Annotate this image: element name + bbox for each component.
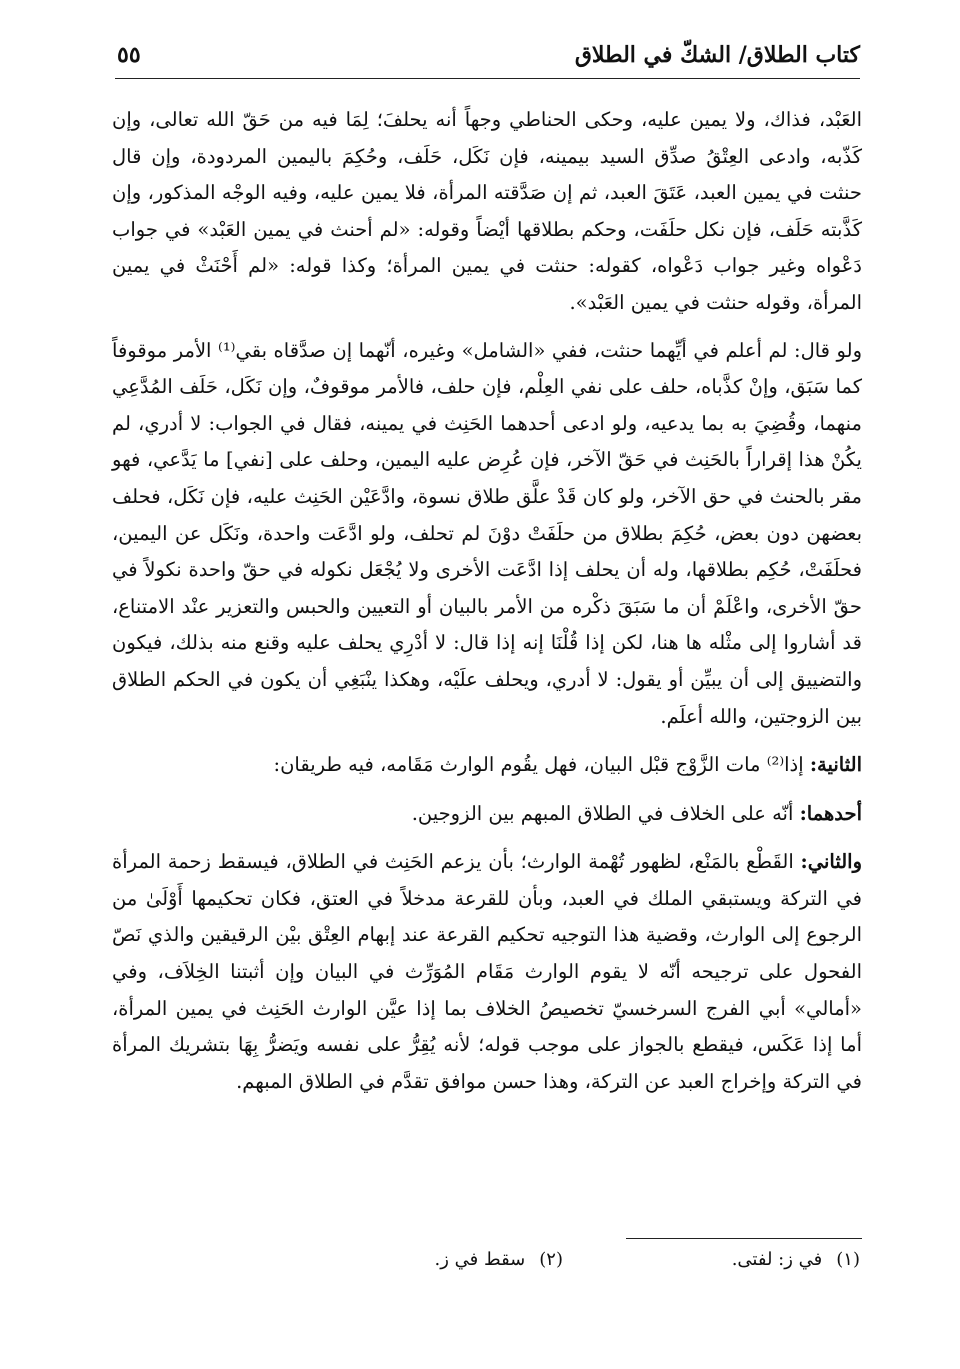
paragraph-4	[112, 796, 862, 833]
footnote-2-number: (٢)	[539, 1249, 563, 1270]
footnote-2	[435, 1249, 563, 1270]
footnote-separator	[626, 1238, 862, 1239]
footnote-1-number: (١)	[836, 1249, 860, 1270]
running-header	[115, 38, 860, 79]
paragraph-5-text: القَطْع بالمَنْع، لظهور تُهْمة الوارث؛ بأن يزعم الحَنِث في الطلاق، فيسقط زحمة المرأة في التركة ويستبقي الملك في العبد، وبأن للقرعة مدخلاً في العتق، فكان تحكيمها أَوْلَىٰ من الرجوع إلى الوارث، وقضية هذا التوجيه تحكيم القرعة عند إبهام العِتْق بيْن الرقيقين والذي نَصّ الفحول على ترجيحه أنّه لا يقوم الوارث مَقَام المُوَرِّث في البيان وإن أثبتنا الخِلاَف، وفي «أمالي» أبي الفرج السرخسيّ تخصيصُ الخلاف بما إذا عيَّن الوارث الحَنِث في يمين المرأة، أما إذا عَكَس، فيقطع بالجواز على موجب قوله؛ لأنه يُقِرُّ على نفسه ويَضرُّ بِهَا بتشريك المرأة في التركة وإخراج العبد عن التركة، وهذا حسن موافق تقدَّم في الطلاق المبهم.	[112, 850, 862, 1093]
paragraph-4-label: أحدهما:	[799, 801, 862, 825]
paragraph-1: العَبْد، فذاك، ولا يمين عليه، وحكى الحناطي وجهاً أنه يحلفَ؛ لِمَا فيه من حَقّ الله تعالى، وإن كَذّبه، وادعى العِتْقُ صدِّق السيد بيمينه، فإن نَكَل، حَلَف، وحُكِمَ باليمين المردودة، وإن قال حنثت في يمين العبد، عَتَقَ العبد، ثم إن صَدَّقته المرأة، فلا يمين عليه، وفيه الوجْه المذكور، وإن كَذَّبته حَلَف، فإن نكل حلَفَت، وحكم بطلاقها أيْضاً وقوله: «لم أحنث في يمين العَبْد» في جواب دَعْواه وغير جواب دَعْواه، كقوله: حنثت في يمين المرأة؛ وكذا قوله: «لم أَحْنَثْ في يمين المرأة، وقوله حنثت في يمين العَبْد».	[112, 108, 862, 314]
paragraph-5-label: والثاني:	[800, 850, 862, 874]
footnote-1	[732, 1249, 860, 1270]
footnotes	[340, 1249, 860, 1283]
paragraph-3	[112, 747, 862, 784]
paragraph-5	[112, 844, 862, 1100]
page-number: ٥٥	[117, 42, 141, 68]
paragraph-3-text: إذا⁽²⁾ مات الزَّوْج قبْل البيان، فهل يقُوم الوارث مَقَامه، فيه طريقان:	[273, 753, 804, 777]
footnote-1-text: في ز: لفتى.	[731, 1249, 823, 1270]
header-title: كتاب الطلاق/ الشكّ في الطلاق	[574, 42, 860, 68]
paragraph-4-text: أنّه على الخلاف في الطلاق المبهم بين الزوجين.	[411, 801, 794, 825]
footnote-2-text: سقط في ز.	[434, 1249, 526, 1270]
paragraph-3-label: الثانية:	[809, 753, 862, 777]
paragraph-2: ولو قال: لم أعلم في أيِّهما حنثت، ففي «الشامل» وغيره، أنّهما إن صدَّقاه بقي⁽¹⁾ الأمر موقوفاً كما سَبَق، وإنْ كذَّباه، حلف على نفي العِلْم، فإن حلف، فالأمر موقوفٌ، وإن نَكَل، حَلَف المُدَّعِي منهما، وقُضِيَ به بما يدعيه، ولو ادعى أحدهما الحَنِث في يمينه، فقال في الجواب: لا أدري، لم يكُنْ هذا إقراراً بالحَنِث في حَقّ الآخر، فإن عُرِض عليه اليمين، وحلف على [نفي] ما يَدَّعي، فهو مقر بالحنث في حق الآخر، ولو كان قَدْ علَّق طلاق نسوة، وادَّعَيْن الحَنِث عليه، فإن نَكَل، فحلف بعضهن دون بعض، حُكِمَ بطلاق من حلَفَتْ دوْنَ لم تحلف، ولو ادَّعَت واحدة، ونَكَل عن اليمين، فحلَفَتْ، حُكِم بطلاقها، وله أن يحلف إذا ادَّعَت الأخرى ولا يُجْعَل نكوله في حقّ واحدة نكولاً في حقّ الأخرى، واعْلَمْ أن ما سَبَقَ ذكْره من الأمر بالبيان أو التعيين والحبس والتعزير عنْد الامتناع، قد أشاروا إلى مثْله ها هنا، لكن إذا قُلْنَا إنه إذا قال: لا أدْرِي يحلف عليه وقنع منه بذلك، فيكون والتضييق إلى أن يبيِّن أو يقول: لا أدري، ويحلف علَيْه، وهكذا ينْبَغِي أن يكون في الحكم الطلاق بين الزوجتين، والله أعلَم.	[112, 338, 862, 728]
body-text	[112, 102, 862, 1100]
